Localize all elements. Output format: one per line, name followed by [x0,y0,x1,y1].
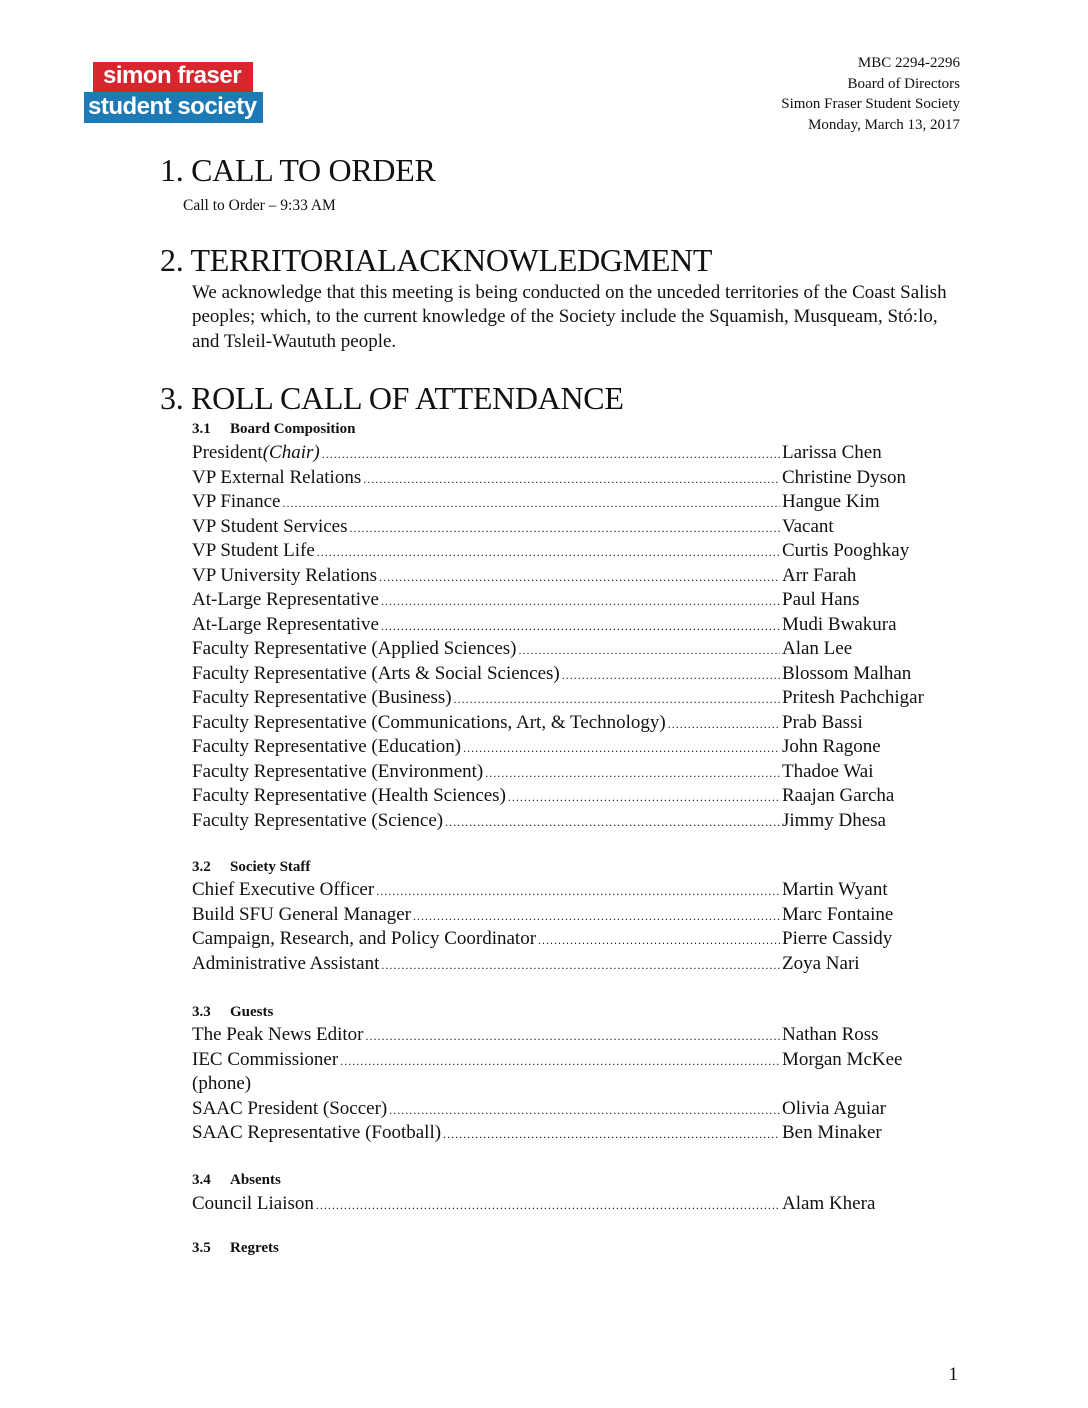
attendance-role: The Peak News Editor [192,1024,364,1045]
attendance-row [192,1122,952,1147]
attendance-role: At-Large Representative [192,589,379,610]
attendance-row [192,687,952,712]
subsection-label: Guests [230,1004,274,1020]
logo-line-1: simon fraser [93,62,253,92]
attendance-name: Mudi Bwakura [782,613,897,635]
dot-leader [381,594,780,609]
attendance-name: Blossom Malhan [782,662,912,684]
attendance-row [192,663,952,688]
attendance-name: Hangue Kim [782,491,880,512]
attendance-name: Raajan Garcha [782,785,895,806]
attendance-name: John Ragone [782,736,881,757]
dot-leader [562,668,780,683]
attendance-name: Pierre Cassidy [782,928,893,949]
attendance-name: Nathan Ross [782,1024,879,1045]
section-2-heading: 2. TERRITORIALACKNOWLEDGMENT [160,242,713,278]
subsection-board-heading [192,421,355,438]
attendance-row [192,1193,952,1218]
subsection-number: 3.2 [192,859,211,875]
attendance-row [192,638,952,663]
attendance-role: VP Student Life [192,540,315,561]
attendance-name: Ben Minaker [782,1122,882,1143]
call-to-order-time: Call to Order – 9:33 AM [183,197,336,214]
attendance-role: Faculty Representative (Science) [192,809,444,831]
attendance-row [192,540,952,565]
subsection-number: 3.5 [192,1240,211,1256]
dot-leader [538,933,780,948]
attendance-role: VP University Relations [192,564,378,586]
attendance-role: Build SFU General Manager [192,903,411,925]
dot-leader [485,766,780,781]
attendance-role: SAAC Representative (Football) [192,1122,442,1143]
page-number: 1 [948,1364,958,1385]
dot-leader [350,521,780,536]
subsection-number: 3.3 [192,1004,211,1020]
subsection-label: Absents [230,1172,281,1188]
attendance-role: Faculty Representative (Communications, Art, & Technology) [192,711,666,733]
header-date: Monday, March 13, 2017 [808,116,960,133]
attendance-name: Prab Bassi [782,711,863,733]
document-header [781,53,960,135]
attendance-name: Larissa Chen [782,442,882,463]
attendance-row [192,810,952,835]
attendance-role: Faculty Representative (Environment) [192,760,484,782]
dot-leader [463,741,780,756]
dot-leader [316,1198,780,1213]
attendance-name: Morgan McKee [782,1048,903,1070]
attendance-row [192,712,952,737]
dot-leader [363,472,780,487]
subsection-label: Society Staff [230,859,311,875]
attendance-name: Vacant [782,515,834,537]
attendance-role: VP Finance [192,491,281,512]
attendance-role: Faculty Representative (Health Sciences) [192,785,506,806]
subsection-number: 3.1 [192,421,211,437]
dot-leader [376,884,780,899]
dot-leader [340,1054,780,1069]
attendance-role: At-Large Representative [192,613,379,635]
attendance-role: Faculty Representative (Arts & Social Sciences) [192,662,560,684]
attendance-row [192,785,952,810]
attendance-role: President [192,442,263,463]
subsection-number: 3.4 [192,1172,211,1188]
dot-leader [381,619,780,634]
dot-leader [365,1029,780,1044]
header-organization: Simon Fraser Student Society [781,96,960,112]
attendance-role: VP Student Services [192,515,348,537]
attendance-row [192,953,952,978]
attendance-name: Pritesh Pachchigar [782,687,924,708]
logo-line-2: student society [84,92,263,123]
attendance-role: IEC Commissioner [192,1048,339,1070]
attendance-role: Council Liaison [192,1193,314,1214]
attendance-row [192,565,952,590]
attendance-name: Olivia Aguiar [782,1097,886,1119]
attendance-row [192,904,952,929]
attendance-role: Administrative Assistant [192,952,380,974]
attendance-name: Zoya Nari [782,952,860,974]
subsection-staff-heading [192,859,310,876]
dot-leader [322,447,780,462]
dot-leader [282,496,780,511]
dot-leader [445,815,780,830]
attendance-row [192,1024,952,1049]
attendance-name: Christine Dyson [782,466,907,488]
attendance-name: Arr Farah [782,564,857,586]
dot-leader [454,692,780,707]
subsection-label: Regrets [230,1240,279,1256]
attendance-role: Chief Executive Officer [192,879,375,900]
territorial-acknowledgment-text: We acknowledge that this meeting is being conducted on the unceded territories of the Coast Salish peoples; which, to the current knowledge of the Society include the Squamish, Musqueam, Stó:lo, and Tsleil-Waututh people. [192,282,947,352]
attendance-role: SAAC President (Soccer) [192,1097,388,1119]
dot-leader [668,717,780,732]
attendance-row [192,879,952,904]
attendance-row [192,1049,952,1074]
attendance-name: Jimmy Dhesa [782,809,886,831]
attendance-row [192,467,952,492]
attendance-name: Alam Khera [782,1193,876,1214]
attendance-row [192,761,952,786]
dot-leader [381,958,780,973]
sfss-logo [84,62,263,123]
attendance-role: Faculty Representative (Business) [192,687,452,708]
attendance-row [192,589,952,614]
subsection-regrets-heading [192,1240,279,1257]
attendance-row [192,736,952,761]
dot-leader [413,909,780,924]
attendance-row [192,491,952,516]
attendance-name: Alan Lee [782,638,853,659]
section-1-heading: 1. CALL TO ORDER [160,152,436,188]
attendance-row [192,614,952,639]
header-meeting-id: MBC 2294-2296 [857,55,960,71]
subsection-guests-heading [192,1004,273,1021]
dot-leader [389,1103,780,1118]
dot-leader [379,570,780,585]
section-3-heading: 3. ROLL CALL OF ATTENDANCE [160,380,624,416]
dot-leader [317,545,780,560]
attendance-role: Faculty Representative (Education) [192,736,462,757]
attendance-name: Martin Wyant [782,879,888,900]
attendance-name: Thadoe Wai [782,760,874,782]
dot-leader [518,643,780,658]
dot-leader [443,1127,780,1142]
guest-continuation: (phone) [192,1073,252,1094]
attendance-name: Paul Hans [782,589,860,610]
attendance-role-note: (Chair) [262,442,320,463]
attendance-row [192,928,952,953]
attendance-role: Campaign, Research, and Policy Coordinator [192,928,537,949]
dot-leader [508,790,780,805]
attendance-name: Curtis Pooghkay [782,540,910,561]
attendance-row [192,1098,952,1123]
attendance-name: Marc Fontaine [782,903,894,925]
attendance-role: Faculty Representative (Applied Sciences) [192,638,517,659]
attendance-role: VP External Relations [192,466,362,488]
attendance-row [192,442,952,467]
subsection-label: Board Composition [230,421,356,437]
header-board: Board of Directors [847,75,960,92]
attendance-row [192,516,952,541]
subsection-absents-heading [192,1172,281,1189]
